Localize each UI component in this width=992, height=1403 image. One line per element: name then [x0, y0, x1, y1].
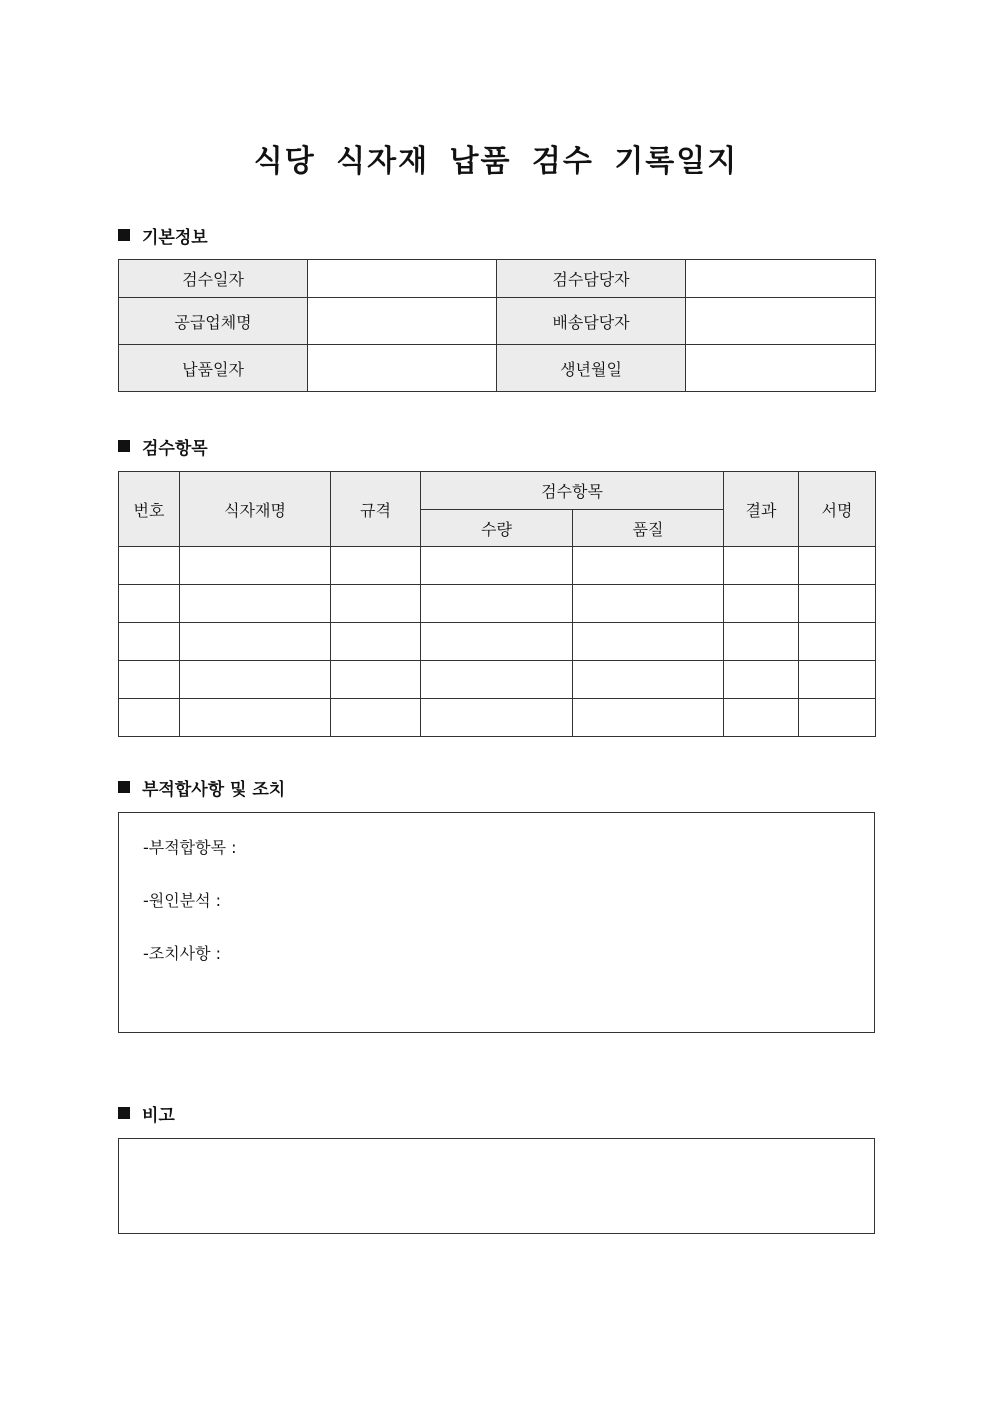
cell-quality[interactable] [573, 623, 724, 661]
cell-signature[interactable] [799, 699, 876, 737]
header-spec: 규격 [331, 472, 421, 547]
square-bullet-icon [118, 781, 130, 793]
remarks-box[interactable] [118, 1138, 875, 1234]
cell-signature[interactable] [799, 661, 876, 699]
cell-no[interactable] [119, 661, 180, 699]
cell-item-name[interactable] [180, 547, 331, 585]
field-inspection-date[interactable] [308, 260, 497, 298]
cell-item-name[interactable] [180, 661, 331, 699]
table-row [119, 547, 876, 585]
corrective-action-label: -조치사항 : [143, 944, 222, 963]
table-row [119, 661, 876, 699]
section-heading-remarks [118, 1101, 175, 1125]
header-no: 번호 [119, 472, 180, 547]
table-row [119, 623, 876, 661]
cell-no[interactable] [119, 585, 180, 623]
cell-result[interactable] [724, 547, 799, 585]
field-delivery-person[interactable] [686, 298, 876, 345]
cell-item-name[interactable] [180, 699, 331, 737]
label-inspector: 검수담당자 [497, 260, 686, 298]
section-heading-basic [118, 223, 208, 247]
table-header-row [119, 472, 876, 510]
cell-quantity[interactable] [421, 623, 573, 661]
cell-no[interactable] [119, 623, 180, 661]
cell-quantity[interactable] [421, 699, 573, 737]
cell-item-name[interactable] [180, 585, 331, 623]
label-delivery-date: 납품일자 [119, 345, 308, 392]
table-row [119, 260, 876, 298]
section-heading-basic-label: 기본정보 [142, 227, 208, 248]
cell-spec[interactable] [331, 623, 421, 661]
label-supplier-name: 공급업체명 [119, 298, 308, 345]
cell-result[interactable] [724, 585, 799, 623]
cell-result[interactable] [724, 699, 799, 737]
cell-no[interactable] [119, 699, 180, 737]
label-inspection-date: 검수일자 [119, 260, 308, 298]
cell-no[interactable] [119, 547, 180, 585]
cell-spec[interactable] [331, 699, 421, 737]
section-heading-inspection [118, 434, 208, 458]
field-inspector[interactable] [686, 260, 876, 298]
cell-quality[interactable] [573, 661, 724, 699]
label-birth-date: 생년월일 [497, 345, 686, 392]
cell-signature[interactable] [799, 623, 876, 661]
table-row [119, 699, 876, 737]
cell-quality[interactable] [573, 585, 724, 623]
basic-info-table [118, 259, 876, 392]
label-delivery-person: 배송담당자 [497, 298, 686, 345]
cell-spec[interactable] [331, 547, 421, 585]
cell-quality[interactable] [573, 699, 724, 737]
cell-quality[interactable] [573, 547, 724, 585]
cell-spec[interactable] [331, 585, 421, 623]
header-result: 결과 [724, 472, 799, 547]
field-delivery-date[interactable] [308, 345, 497, 392]
header-item-name: 식자재명 [180, 472, 331, 547]
cell-quantity[interactable] [421, 547, 573, 585]
section-heading-nonconformity-label: 부적합사항 및 조치 [142, 779, 286, 800]
cell-quantity[interactable] [421, 661, 573, 699]
cell-signature[interactable] [799, 547, 876, 585]
cell-result[interactable] [724, 661, 799, 699]
cell-item-name[interactable] [180, 623, 331, 661]
inspection-table [118, 471, 876, 737]
cell-spec[interactable] [331, 661, 421, 699]
header-inspection-group: 검수항목 [421, 472, 724, 510]
header-quality: 품질 [573, 510, 724, 547]
cell-result[interactable] [724, 623, 799, 661]
header-quantity: 수량 [421, 510, 573, 547]
square-bullet-icon [118, 1107, 130, 1119]
section-heading-remarks-label: 비고 [142, 1105, 175, 1126]
square-bullet-icon [118, 229, 130, 241]
table-row [119, 585, 876, 623]
nonconformity-item-label: -부적합항목 : [143, 838, 237, 857]
section-heading-nonconformity [118, 775, 285, 799]
header-signature: 서명 [799, 472, 876, 547]
cell-signature[interactable] [799, 585, 876, 623]
field-supplier-name[interactable] [308, 298, 497, 345]
field-birth-date[interactable] [686, 345, 876, 392]
table-row [119, 298, 876, 345]
cause-analysis-label: -원인분석 : [143, 891, 222, 910]
cell-quantity[interactable] [421, 585, 573, 623]
page-title: 식당 식자재 납품 검수 기록일지 [253, 144, 739, 179]
square-bullet-icon [118, 440, 130, 452]
nonconformity-box[interactable] [118, 812, 875, 1033]
table-row [119, 345, 876, 392]
section-heading-inspection-label: 검수항목 [142, 438, 208, 459]
